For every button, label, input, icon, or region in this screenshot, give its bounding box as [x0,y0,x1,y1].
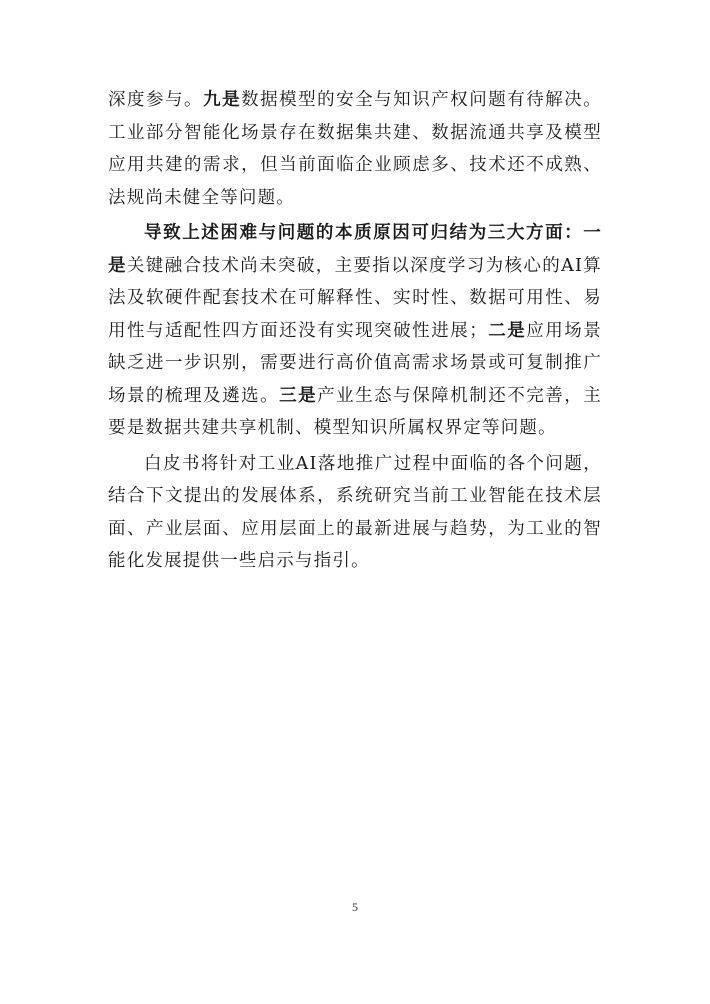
paragraph-2-text-1: 关键融合技术尚未突破，主要指以深度学习为核心的AI算法及软硬件配套技术在可解释性、实时性、数据可用性、易用性与适配性四方面还没有实现突破性进展； [108,255,603,341]
paragraph-2-bold-marker-2: 二是 [487,320,527,341]
paragraph-1-text-1: 深度参与。 [108,90,204,110]
paragraph-1 [108,84,602,214]
paragraph-2 [108,217,602,445]
document-page-body [108,84,602,581]
paragraph-3 [108,448,602,578]
paragraph-2-text-2: 应用场景缺乏进一步识别，需要进行高价值高需求场景或可复制推广场景的梳理及遴选。 [108,320,602,406]
paragraph-2-bold-marker-3: 三是 [279,385,318,406]
paragraph-1-text-2: 数据模型的安全与知识产权问题有待解决。工业部分智能化场景存在数据集共建、数据流通共享及模型应用共建的需求，但当前面临企业顾虑多、技术还不成熟、法规尚未健全等问题。 [108,90,602,208]
paragraph-1-bold-marker: 九是 [203,90,242,110]
paragraph-2-bold-lead: 导致上述困难与问题的本质原因可归结为三大方面：一是 [108,223,602,276]
paragraph-3-text: 白皮书将针对工业AI落地推广过程中面临的各个问题，结合下文提出的发展体系，系统研究当前工业智能在技术层面、产业层面、应用层面上的最新进展与趋势，为工业的智能化发展提供一些启示与指引。 [108,453,602,571]
page-number: 5 [352,900,358,914]
paragraph-2-text-3: 产业生态与保障机制还不完善，主要是数据共建共享机制、模型知识所属权界定等问题。 [108,385,602,438]
